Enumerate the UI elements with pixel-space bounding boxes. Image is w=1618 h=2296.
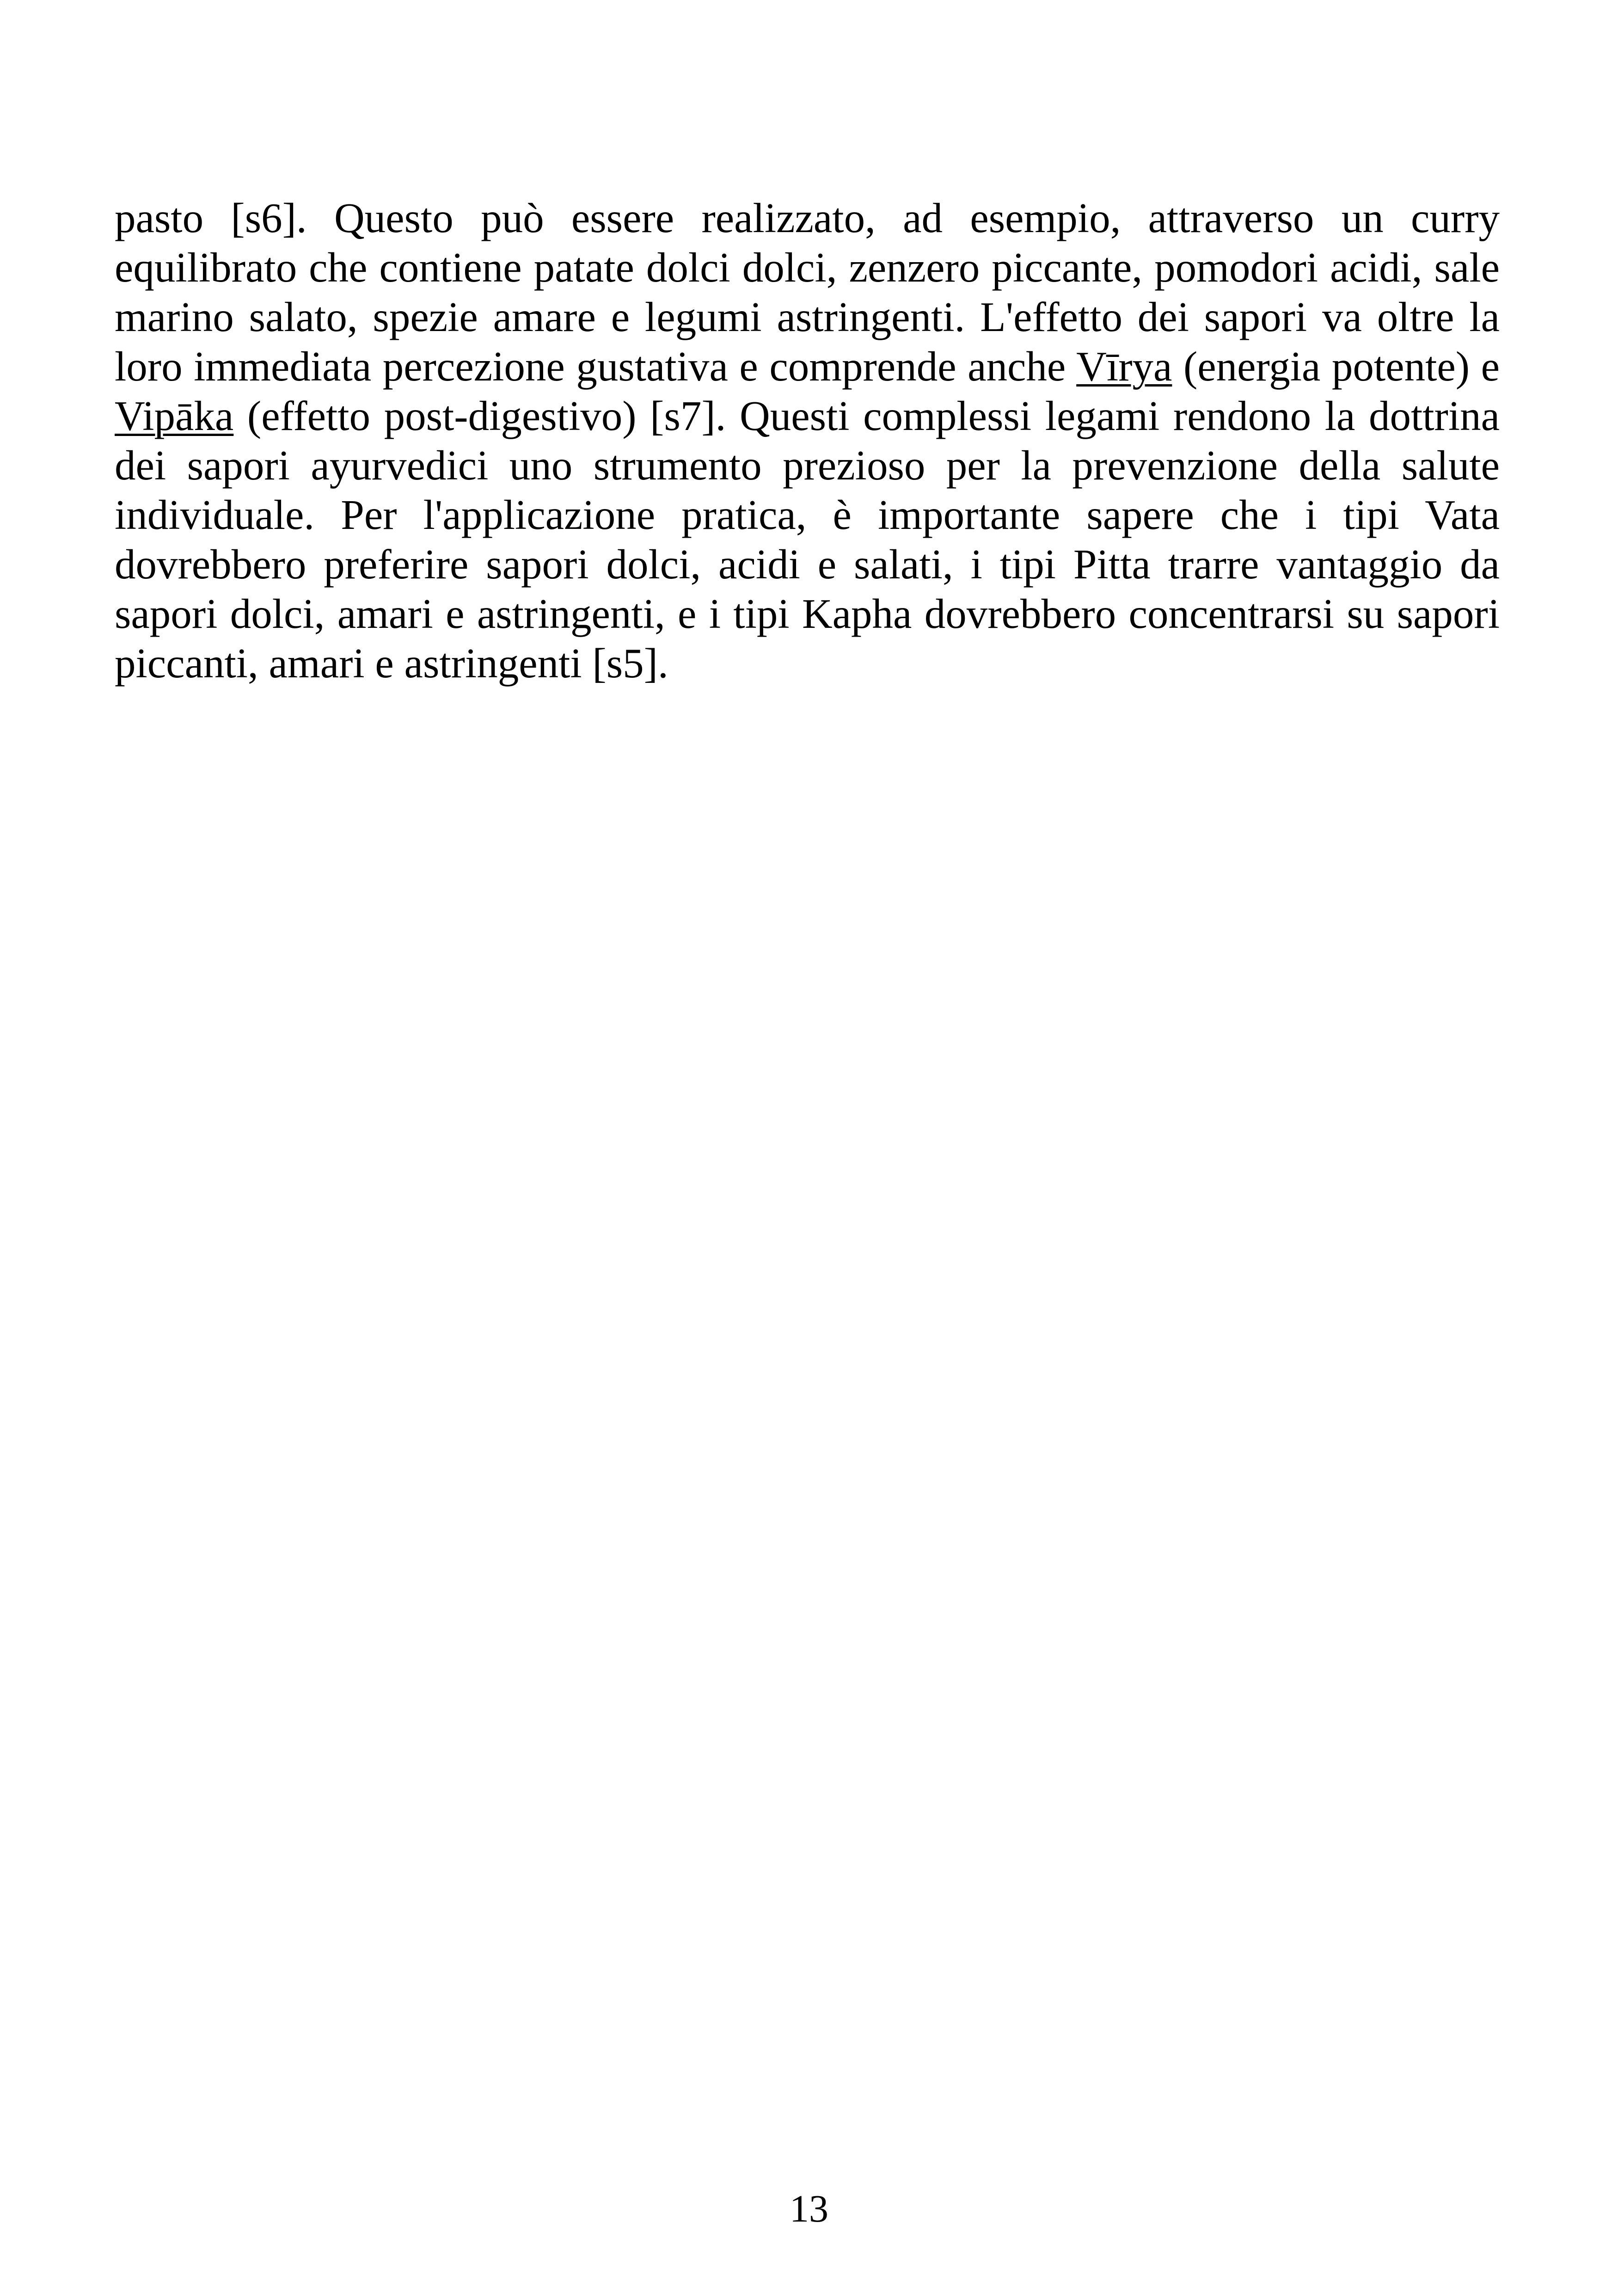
paragraph-text-part-1: pasto [s6]. Questo può essere realizzato, ad esempio, attraverso un curry equilibrato che contiene patate dolci dolci, zenzero piccante, pomodori acidi, sale marino salato, spezie amare e legumi astringenti. L'effetto dei sapori va oltre la loro immediata percezione gustativa e comprende anche — [115, 195, 1500, 390]
page-number: 13 — [790, 2187, 828, 2230]
term-vipaka-link[interactable]: Vipāka — [115, 393, 234, 439]
paragraph-text-part-2: (energia potente) e — [1172, 343, 1500, 390]
paragraph-text-part-3: (effetto post-digestivo) [s7]. Questi complessi legami rendono la dottrina dei sapori ayurvedici uno strumento prezioso per la prevenzione della salute individuale. Per l'applicazione pratica, è importante sapere che i tipi Vata dovrebbero preferire sapori dolci, acidi e salati, i tipi Pitta trarre vantaggio da sapori dolci, amari e astringenti, e i tipi Kapha dovrebbero concentrarsi su sapori piccanti, amari e astringenti [s5]. — [115, 393, 1500, 687]
body-paragraph — [115, 193, 1500, 688]
term-virya-link[interactable]: Vīrya — [1076, 343, 1172, 390]
